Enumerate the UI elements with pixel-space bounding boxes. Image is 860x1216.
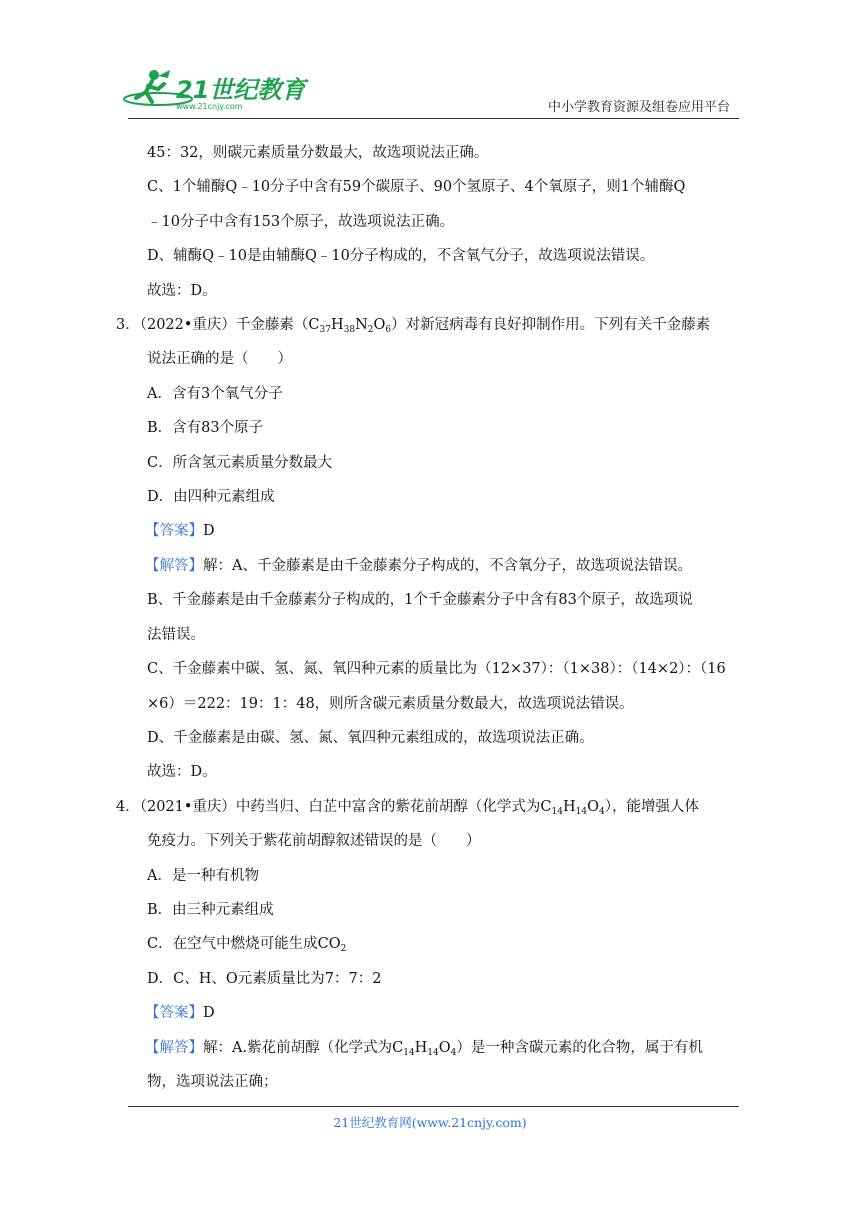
- header-divider: [128, 118, 739, 119]
- platform-title: 中小学教育资源及组卷应用平台: [547, 100, 730, 115]
- text-segment: O: [438, 1039, 451, 1056]
- text-line: [116, 308, 737, 342]
- text-segment: 物，选项说法正确；: [147, 1073, 278, 1090]
- text-segment: 45：32，则碳元素质量分数最大，故选项说法正确。: [147, 145, 489, 161]
- text-line: [147, 411, 737, 445]
- subscript: 2: [367, 325, 374, 336]
- text-segment: ），能增强人体: [604, 798, 699, 815]
- text-segment: 故选：D。: [147, 764, 217, 781]
- text-line: [147, 652, 737, 686]
- text-line: [147, 342, 737, 376]
- text-segment: C．所含氢元素质量分数最大: [147, 454, 333, 471]
- text-line: [147, 721, 737, 755]
- text-segment: 4．（2021•重庆）中药当归、白芷中富含的紫花前胡醇（化学式为C: [116, 798, 552, 815]
- text-line: [147, 1065, 737, 1099]
- text-segment: B、千金藤素是由千金藤素分子构成的，1个千金藤素分子中含有83个原子，故选项说: [147, 592, 693, 609]
- text-line: [147, 377, 737, 411]
- text-line: [145, 549, 737, 583]
- text-segment: 解：A、千金藤素是由千金藤素分子构成的，不含氧分子，故选项说法错误。: [203, 557, 692, 574]
- text-segment: D．C、H、O元素质量比为7：7：2: [147, 970, 382, 987]
- answer-tag: 【答案】: [145, 523, 203, 540]
- text-segment: ）对新冠病毒有良好抑制作用。下列有关千金藤素: [391, 317, 711, 334]
- subscript: 14: [427, 1047, 439, 1058]
- text-segment: B．含有83个原子: [147, 420, 264, 437]
- document-body: [116, 136, 737, 1099]
- text-segment: D．由四种元素组成: [147, 489, 275, 506]
- text-segment: 解：A.紫花前胡醇（化学式为C: [203, 1039, 404, 1056]
- text-segment: ﹣10分子中含有153个原子，故选项说法正确。: [147, 213, 455, 230]
- text-segment: O: [373, 317, 386, 334]
- logo: [118, 62, 318, 112]
- text-segment: ）是一种含碳元素的化合物，属于有机: [456, 1039, 703, 1056]
- text-segment: O: [587, 798, 599, 815]
- text-line: [147, 446, 737, 480]
- text-line: [116, 790, 737, 824]
- text-segment: A．含有3个氧气分子: [147, 385, 283, 402]
- text-segment: B．由三种元素组成: [147, 901, 274, 918]
- subscript: 2: [340, 944, 347, 955]
- subscript: 14: [403, 1047, 415, 1058]
- text-line: [147, 687, 737, 721]
- subscript: 38: [343, 325, 356, 336]
- text-line: [145, 514, 737, 548]
- footer-divider: [128, 1106, 739, 1107]
- text-segment: C、千金藤素中碳、氢、氮、氧四种元素的质量比为（12×37）：（1×38）：（14×2）：（16: [147, 661, 726, 678]
- text-segment: H: [414, 1039, 428, 1056]
- text-line: [147, 136, 737, 170]
- text-segment: D: [203, 1005, 215, 1022]
- text-line: [147, 480, 737, 514]
- text-line: [147, 859, 737, 893]
- text-segment: H: [330, 317, 344, 334]
- answer-tag: 【答案】: [145, 1005, 203, 1022]
- text-line: [147, 274, 737, 308]
- text-segment: C、1个辅酶Q﹣10分子中含有59个碳原子、90个氢原子、4个氧原子，则1个辅酶Q: [147, 179, 686, 196]
- text-segment: ×6）＝222：19：1：48，则所含碳元素质量分数最大，故选项说法错误。: [147, 695, 634, 712]
- text-segment: N: [355, 317, 368, 334]
- text-segment: C．在空气中燃烧可能生成CO: [147, 936, 341, 953]
- subscript: 6: [385, 325, 392, 336]
- text-line: [147, 583, 737, 617]
- subscript: 37: [319, 325, 331, 336]
- text-line: [145, 996, 737, 1030]
- text-line: [147, 824, 737, 858]
- text-line: [145, 1031, 737, 1065]
- text-line: [147, 893, 737, 927]
- text-segment: 3．（2022•重庆）千金藤素（C: [116, 317, 320, 334]
- text-segment: D、千金藤素是由碳、氢、氮、氧四种元素组成的，故选项说法正确。: [147, 729, 594, 746]
- logo-text: 21世纪教育: [176, 76, 306, 104]
- text-segment: D: [203, 523, 215, 540]
- text-segment: D、辅酶Q﹣10是由辅酶Q﹣10分子构成的，不含氧气分子，故选项说法错误。: [147, 248, 655, 265]
- subscript: 4: [450, 1047, 457, 1058]
- text-line: [147, 962, 737, 996]
- text-line: [147, 755, 737, 789]
- subscript: 4: [598, 806, 605, 817]
- text-line: [147, 927, 737, 961]
- text-line: [147, 205, 737, 239]
- text-segment: A．是一种有机物: [147, 867, 259, 884]
- logo-url: www.21cnjy.com: [176, 102, 243, 111]
- subscript: 14: [551, 806, 563, 817]
- text-line: [147, 170, 737, 204]
- answer-tag: 【解答】: [145, 1039, 203, 1056]
- text-segment: H: [562, 798, 576, 815]
- footer-link[interactable]: 21世纪教育网(www.21cnjy.com): [333, 1115, 527, 1130]
- answer-tag: 【解答】: [145, 557, 203, 574]
- text-segment: 故选：D。: [147, 282, 217, 299]
- text-segment: 说法正确的是（ ）: [147, 351, 292, 368]
- running-figure-icon: [118, 62, 318, 112]
- text-line: [147, 618, 737, 652]
- subscript: 14: [575, 806, 588, 817]
- text-segment: 法错误。: [147, 626, 205, 643]
- text-line: [147, 239, 737, 273]
- text-segment: 免疫力。下列关于紫花前胡醇叙述错误的是（ ）: [147, 833, 481, 850]
